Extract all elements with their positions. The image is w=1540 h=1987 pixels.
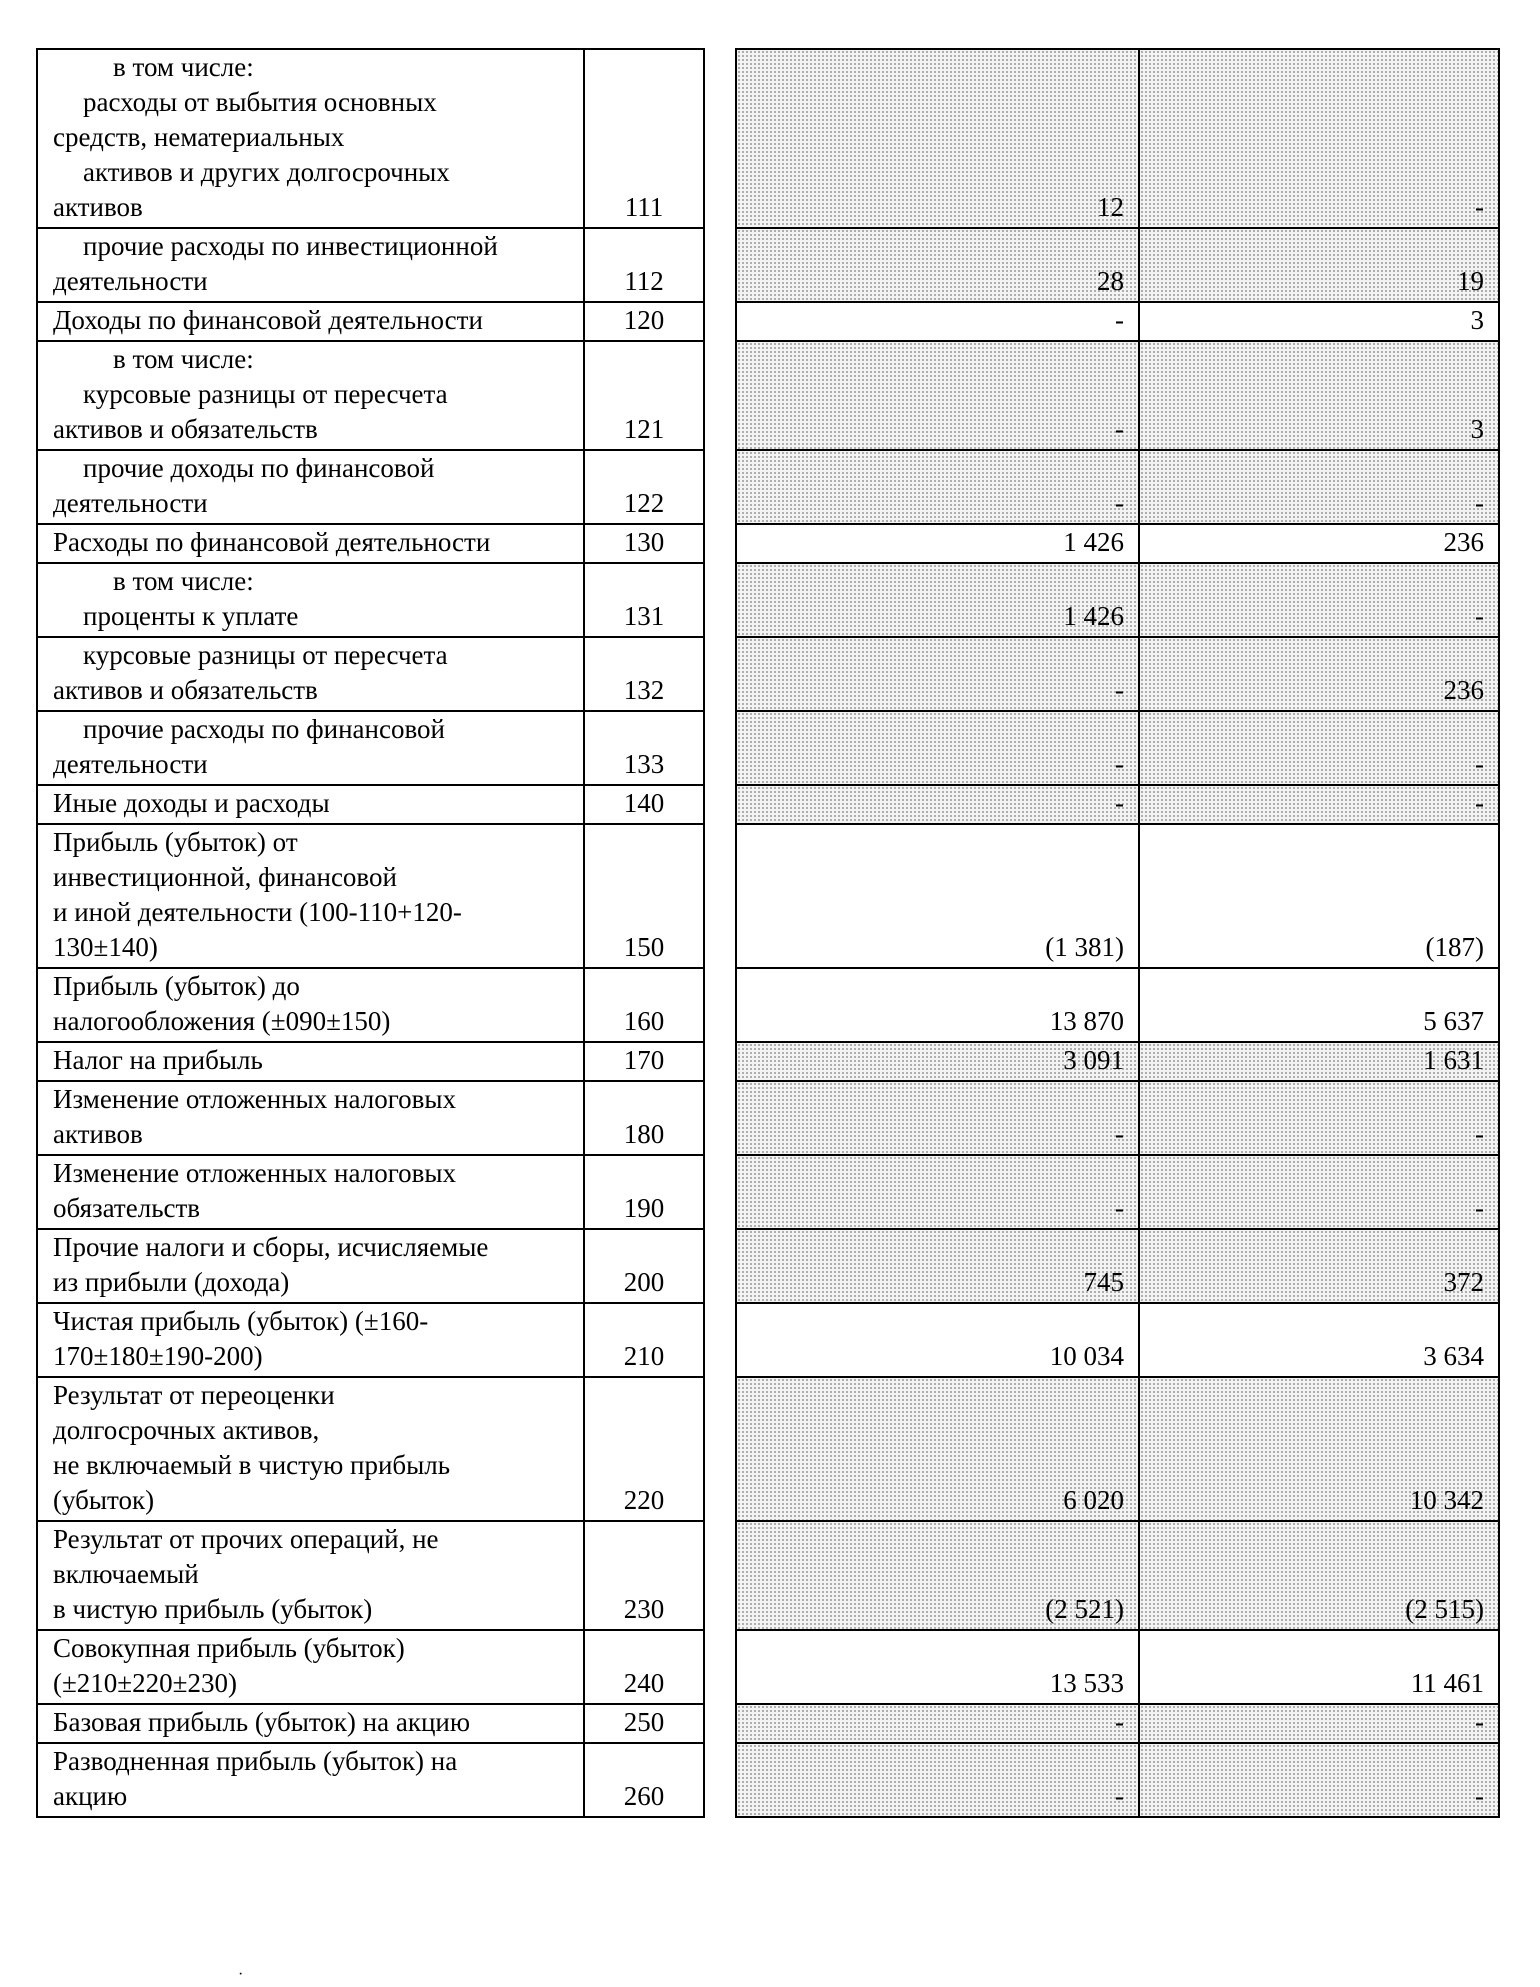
table-row [37,785,1499,824]
current-period-value: - [736,1081,1139,1155]
row-label-line: курсовые разницы от пересчета [83,379,448,409]
row-label-line: Результат от переоценки [53,1380,335,1410]
table-row [37,637,1499,711]
current-period-value: 12 [736,49,1139,228]
row-label-line: курсовые разницы от пересчета [83,640,448,670]
current-period-value: 13 870 [736,968,1139,1042]
row-code: 220 [584,1377,704,1521]
column-gap [704,563,736,637]
table-row [37,1630,1499,1704]
current-period-value: 3 091 [736,1042,1139,1081]
row-label-line: Иные доходы и расходы [53,788,330,818]
row-label [37,968,584,1042]
row-code: 170 [584,1042,704,1081]
row-label [37,1521,584,1630]
row-code: 160 [584,968,704,1042]
row-code: 140 [584,785,704,824]
table-row [37,1377,1499,1521]
column-gap [704,450,736,524]
row-label-line: Прибыль (убыток) от [53,827,298,857]
column-gap [704,1155,736,1229]
row-label [37,637,584,711]
table-row [37,341,1499,450]
row-label [37,824,584,968]
column-gap [704,228,736,302]
current-period-value: (1 381) [736,824,1139,968]
row-label-line: долгосрочных активов, [53,1415,320,1445]
column-gap [704,1377,736,1521]
table-row [37,524,1499,563]
table-row [37,228,1499,302]
row-label-line: активов и других долгосрочных [83,157,450,187]
row-code: 111 [584,49,704,228]
row-label [37,1704,584,1743]
table-row [37,1081,1499,1155]
table-row [37,302,1499,341]
row-code: 200 [584,1229,704,1303]
previous-period-value: - [1139,1704,1499,1743]
column-gap [704,1704,736,1743]
column-gap [704,1303,736,1377]
previous-period-value: - [1139,1081,1499,1155]
current-period-value: 1 426 [736,563,1139,637]
row-label [37,1743,584,1817]
current-period-value: (2 521) [736,1521,1139,1630]
row-label-line: в том числе: [113,52,254,82]
column-gap [704,49,736,228]
column-gap [704,1042,736,1081]
previous-period-value: 3 [1139,341,1499,450]
current-period-value: - [736,711,1139,785]
income-statement-table [36,48,1500,1818]
previous-period-value: 3 [1139,302,1499,341]
column-gap [704,1229,736,1303]
previous-period-value: 11 461 [1139,1630,1499,1704]
row-label-line: Прочие налоги и сборы, исчисляемые [53,1232,489,1262]
table-row [37,968,1499,1042]
row-label-line: Разводненная прибыль (убыток) на [53,1746,458,1776]
previous-period-value: - [1139,1155,1499,1229]
row-code: 120 [584,302,704,341]
row-label-line: Изменение отложенных налоговых [53,1084,456,1114]
row-code: 190 [584,1155,704,1229]
current-period-value: - [736,302,1139,341]
row-label-line: 170±180±190-200) [53,1341,263,1371]
column-gap [704,341,736,450]
row-label-line: Изменение отложенных налоговых [53,1158,456,1188]
row-label-line: Прибыль (убыток) до [53,971,300,1001]
row-code: 250 [584,1704,704,1743]
previous-period-value: 10 342 [1139,1377,1499,1521]
table-row [37,711,1499,785]
column-gap [704,1521,736,1630]
row-code: 150 [584,824,704,968]
row-label-line: инвестиционной, финансовой [53,862,397,892]
previous-period-value: - [1139,1743,1499,1817]
row-label [37,450,584,524]
table-row [37,450,1499,524]
current-period-value: 13 533 [736,1630,1139,1704]
previous-period-value: - [1139,49,1499,228]
column-gap [704,637,736,711]
row-label-line: из прибыли (дохода) [53,1267,290,1297]
row-label-line: 130±140) [53,932,158,962]
row-label [37,1630,584,1704]
row-label-line: деятельности [53,488,208,518]
row-label-line: (убыток) [53,1485,155,1515]
row-label-line: Расходы по финансовой деятельности [53,527,491,557]
row-label [37,49,584,228]
row-label-line: Доходы по финансовой деятельности [53,305,483,335]
row-label-line: активов [53,192,143,222]
row-label [37,302,584,341]
row-label-line: Чистая прибыль (убыток) (±160- [53,1306,429,1336]
current-period-value: - [736,1743,1139,1817]
table-row [37,1155,1499,1229]
row-label [37,785,584,824]
current-period-value: - [736,637,1139,711]
row-label [37,341,584,450]
current-period-value: 1 426 [736,524,1139,563]
current-period-value: 28 [736,228,1139,302]
row-label-line: средств, нематериальных [53,122,345,152]
previous-period-value: 236 [1139,637,1499,711]
column-gap [704,824,736,968]
row-label-line: деятельности [53,266,208,296]
row-label-line: Налог на прибыль [53,1045,263,1075]
row-code: 131 [584,563,704,637]
row-label-line: Базовая прибыль (убыток) на акцию [53,1707,471,1737]
previous-period-value: - [1139,563,1499,637]
current-period-value: - [736,341,1139,450]
row-label [37,1377,584,1521]
row-label [37,1229,584,1303]
table-row [37,824,1499,968]
column-gap [704,785,736,824]
current-period-value: 10 034 [736,1303,1139,1377]
stray-mark: · [238,1966,244,1983]
row-label-line: прочие доходы по финансовой [83,453,435,483]
current-period-value: - [736,450,1139,524]
previous-period-value: 19 [1139,228,1499,302]
previous-period-value: - [1139,711,1499,785]
column-gap [704,1081,736,1155]
previous-period-value: - [1139,450,1499,524]
row-label [37,1081,584,1155]
column-gap [704,1630,736,1704]
column-gap [704,711,736,785]
row-label [37,524,584,563]
table-row [37,1521,1499,1630]
row-label-line: включаемый [53,1559,199,1589]
row-code: 122 [584,450,704,524]
row-label [37,1042,584,1081]
row-label-line: расходы от выбытия основных [83,87,437,117]
current-period-value: 745 [736,1229,1139,1303]
row-label-line: и иной деятельности (100-110+120- [53,897,462,927]
table-row [37,1743,1499,1817]
row-code: 112 [584,228,704,302]
row-label-line: Совокупная прибыль (убыток) [53,1633,405,1663]
current-period-value: - [736,1155,1139,1229]
row-label-line: в чистую прибыль (убыток) [53,1594,373,1624]
row-label [37,563,584,637]
row-label-line: Результат от прочих операций, не [53,1524,439,1554]
current-period-value: 6 020 [736,1377,1139,1521]
row-label-line: активов [53,1119,143,1149]
previous-period-value: (187) [1139,824,1499,968]
row-label-line: проценты к уплате [83,601,299,631]
row-code: 240 [584,1630,704,1704]
row-label-line: в том числе: [113,344,254,374]
previous-period-value: 236 [1139,524,1499,563]
previous-period-value: 3 634 [1139,1303,1499,1377]
row-label [37,711,584,785]
row-label [37,1155,584,1229]
column-gap [704,302,736,341]
column-gap [704,968,736,1042]
row-label [37,228,584,302]
row-label-line: в том числе: [113,566,254,596]
previous-period-value: 1 631 [1139,1042,1499,1081]
row-label-line: (±210±220±230) [53,1668,237,1698]
previous-period-value: - [1139,785,1499,824]
row-label-line: акцию [53,1781,128,1811]
financial-statement-page [36,48,1500,1818]
table-row [37,563,1499,637]
row-code: 132 [584,637,704,711]
previous-period-value: 5 637 [1139,968,1499,1042]
table-row [37,1303,1499,1377]
row-code: 210 [584,1303,704,1377]
previous-period-value: (2 515) [1139,1521,1499,1630]
table-row [37,1704,1499,1743]
current-period-value: - [736,785,1139,824]
row-label [37,1303,584,1377]
column-gap [704,524,736,563]
row-code: 230 [584,1521,704,1630]
table-row [37,1042,1499,1081]
row-code: 133 [584,711,704,785]
row-label-line: активов и обязательств [53,675,318,705]
row-label-line: обязательств [53,1193,201,1223]
row-label-line: прочие расходы по финансовой [83,714,445,744]
row-code: 121 [584,341,704,450]
row-label-line: налогообложения (±090±150) [53,1006,391,1036]
table-row [37,1229,1499,1303]
column-gap [704,1743,736,1817]
previous-period-value: 372 [1139,1229,1499,1303]
row-label-line: деятельности [53,749,208,779]
row-code: 180 [584,1081,704,1155]
table-row [37,49,1499,228]
row-label-line: активов и обязательств [53,414,318,444]
current-period-value: - [736,1704,1139,1743]
row-label-line: не включаемый в чистую прибыль [53,1450,451,1480]
row-code: 260 [584,1743,704,1817]
row-label-line: прочие расходы по инвестиционной [83,231,498,261]
row-code: 130 [584,524,704,563]
